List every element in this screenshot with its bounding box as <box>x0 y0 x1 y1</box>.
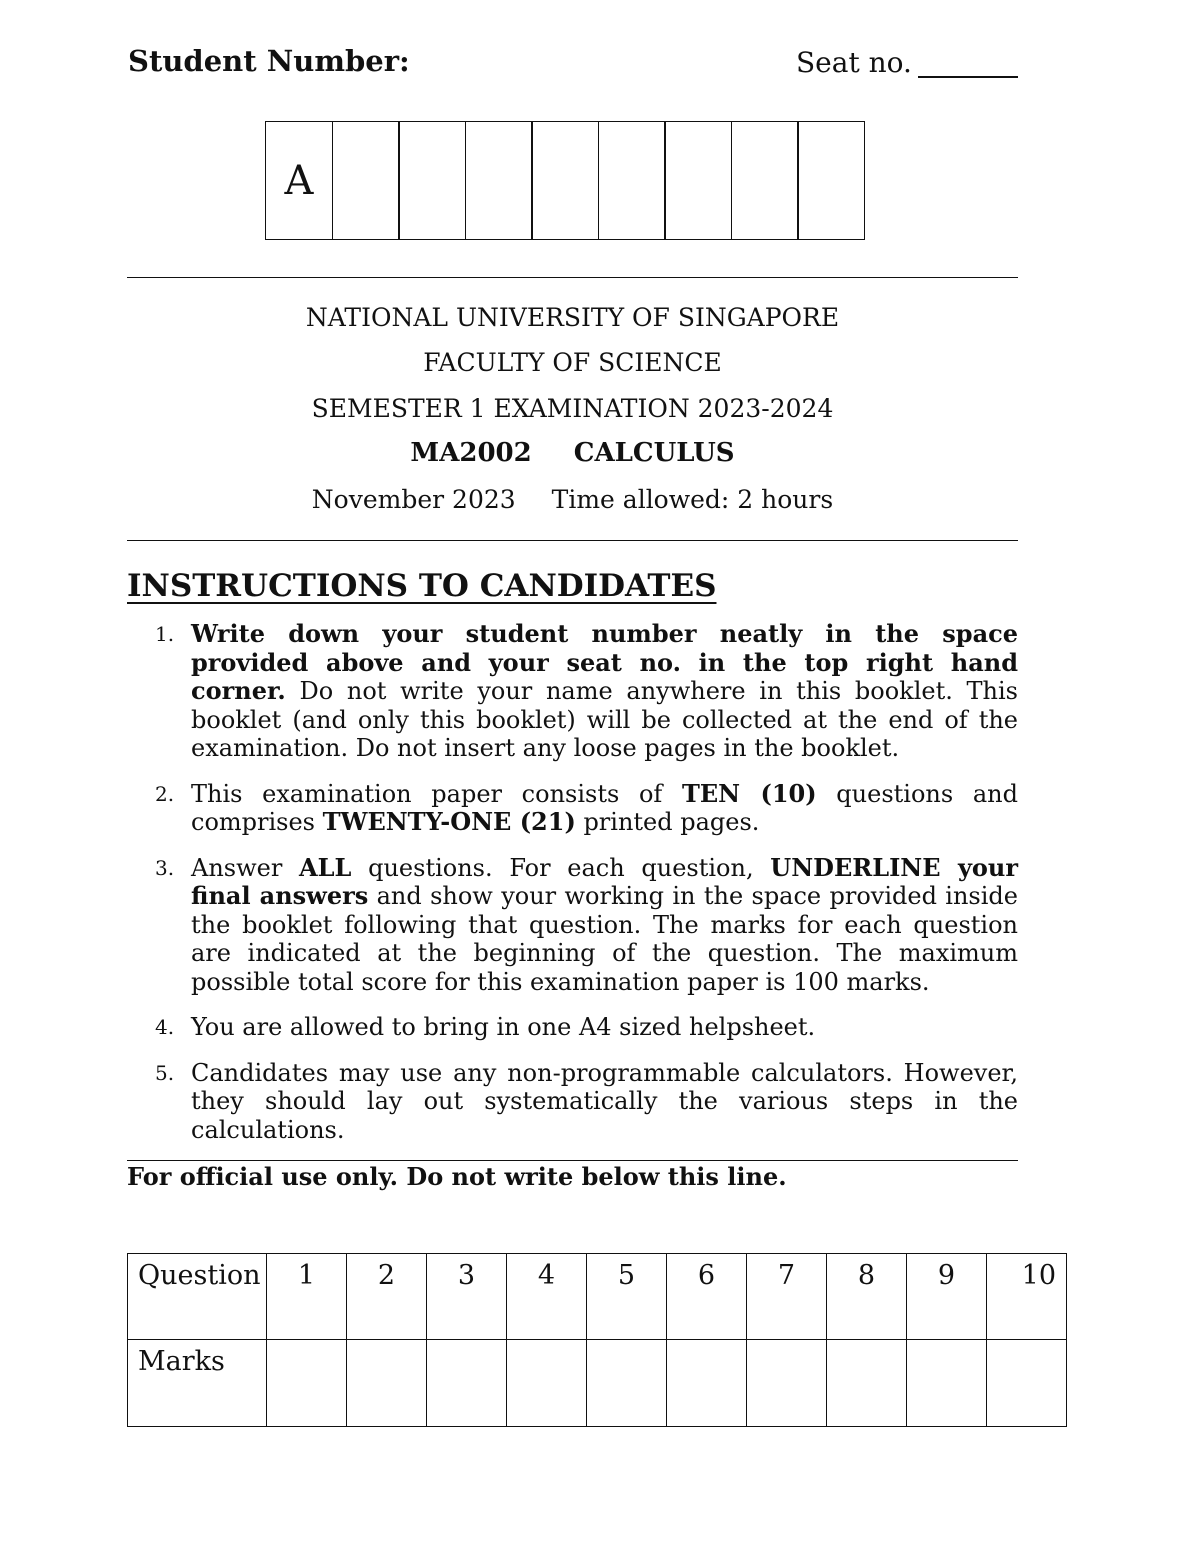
item-plain-text: and show your working in the space provided inside the booklet following that question. The marks for each question are indicated at the beginning of the question. The maximum possible total score for this examination paper is 100 marks. <box>191 882 1018 996</box>
item-plain-text: questions. For each question, <box>351 853 771 882</box>
seat-number-field[interactable] <box>918 76 1018 78</box>
item-bold-text: Write down your student number neatly in the space provided above and your seat no. in the top right hand corner. <box>191 619 1018 705</box>
list-item <box>150 854 1018 997</box>
marks-cell[interactable] <box>827 1340 907 1427</box>
course-name: CALCULUS <box>573 438 735 468</box>
exam-date: November 2023 <box>311 485 516 514</box>
time-allowed: Time allowed: 2 hours <box>551 485 834 514</box>
question-number: 2 <box>347 1254 427 1340</box>
student-number-box[interactable] <box>664 121 732 240</box>
marks-cell[interactable] <box>587 1340 667 1427</box>
question-number: 10 <box>987 1254 1067 1340</box>
item-bold-text: TWENTY-ONE (21) <box>322 807 576 836</box>
item-bold-text: UNDERLINE your final answers <box>191 852 1019 910</box>
item-bold-text: ALL <box>299 852 352 882</box>
item-number: 2. <box>155 781 175 806</box>
official-use-divider <box>127 1160 1018 1161</box>
student-number-label: Student Number: <box>128 44 410 78</box>
marks-cell[interactable] <box>907 1340 987 1427</box>
question-number: 9 <box>907 1254 987 1340</box>
marks-row-label: Marks <box>128 1340 267 1427</box>
item-plain-text: Do not write your name anywhere in this booklet. This booklet (and only this booklet) will be collected at the end of the examination. Do not insert any loose pages in the booklet. <box>191 677 1018 762</box>
item-plain-text: This examination paper consists of <box>191 779 682 808</box>
marks-cell[interactable] <box>267 1340 347 1427</box>
student-number-box[interactable] <box>465 121 533 240</box>
item-text: Candidates may use any non-programmable calculators. However, they should lay out systematically the various steps in the calculations. <box>191 1058 1018 1144</box>
course-code: MA2002 <box>410 438 532 468</box>
question-number: 8 <box>827 1254 907 1340</box>
student-number-box[interactable] <box>797 121 865 240</box>
question-number: 4 <box>507 1254 587 1340</box>
list-item <box>150 1059 1018 1145</box>
marks-cell[interactable] <box>987 1340 1067 1427</box>
item-number: 4. <box>155 1015 175 1039</box>
table-row <box>128 1254 1067 1340</box>
item-number: 1. <box>155 622 175 646</box>
question-number: 7 <box>747 1254 827 1340</box>
student-number-box[interactable] <box>598 121 666 240</box>
exam-title: SEMESTER 1 EXAMINATION 2023-2024 <box>311 394 834 423</box>
question-number: 3 <box>427 1254 507 1340</box>
item-text <box>191 854 1018 997</box>
question-number: 1 <box>267 1254 347 1340</box>
marks-cell[interactable] <box>667 1340 747 1427</box>
faculty-name: FACULTY OF SCIENCE <box>423 348 722 377</box>
marks-cell[interactable] <box>347 1340 427 1427</box>
item-plain-text: Answer <box>191 853 300 882</box>
student-number-box[interactable] <box>531 121 599 240</box>
item-number: 3. <box>155 855 175 880</box>
course-title <box>127 438 1018 468</box>
question-number: 6 <box>667 1254 747 1340</box>
exam-date-line <box>127 485 1018 514</box>
instructions-title: INSTRUCTIONS TO CANDIDATES <box>127 568 717 604</box>
item-text: You are allowed to bring in one A4 sized helpsheet. <box>191 1013 816 1041</box>
item-plain-text: questions and comprises <box>191 779 1018 836</box>
item-text <box>191 620 1018 763</box>
seat-number-label: Seat no. <box>796 46 912 79</box>
title-divider <box>127 540 1018 541</box>
official-use-notice: For official use only. Do not write below this line. <box>127 1162 787 1191</box>
item-number: 5. <box>155 1060 175 1085</box>
instructions-list <box>150 620 1018 1161</box>
question-number: 5 <box>587 1254 667 1340</box>
list-item <box>150 1013 1018 1042</box>
list-item <box>150 620 1018 763</box>
student-number-boxes <box>265 121 865 240</box>
student-number-box[interactable] <box>398 121 466 240</box>
student-number-box[interactable] <box>731 121 799 240</box>
marks-cell[interactable] <box>427 1340 507 1427</box>
marks-cell[interactable] <box>747 1340 827 1427</box>
marks-table <box>127 1253 1067 1427</box>
table-row <box>128 1340 1067 1427</box>
university-name: NATIONAL UNIVERSITY OF SINGAPORE <box>305 303 840 332</box>
student-number-box[interactable] <box>332 121 400 240</box>
top-divider <box>127 277 1018 278</box>
item-bold-text: TEN (10) <box>682 778 817 808</box>
item-text <box>191 780 1018 837</box>
student-number-box[interactable]: A <box>265 121 333 240</box>
question-row-label: Question <box>128 1254 267 1340</box>
marks-cell[interactable] <box>507 1340 587 1427</box>
list-item <box>150 780 1018 837</box>
item-plain-text: printed pages. <box>575 808 760 836</box>
